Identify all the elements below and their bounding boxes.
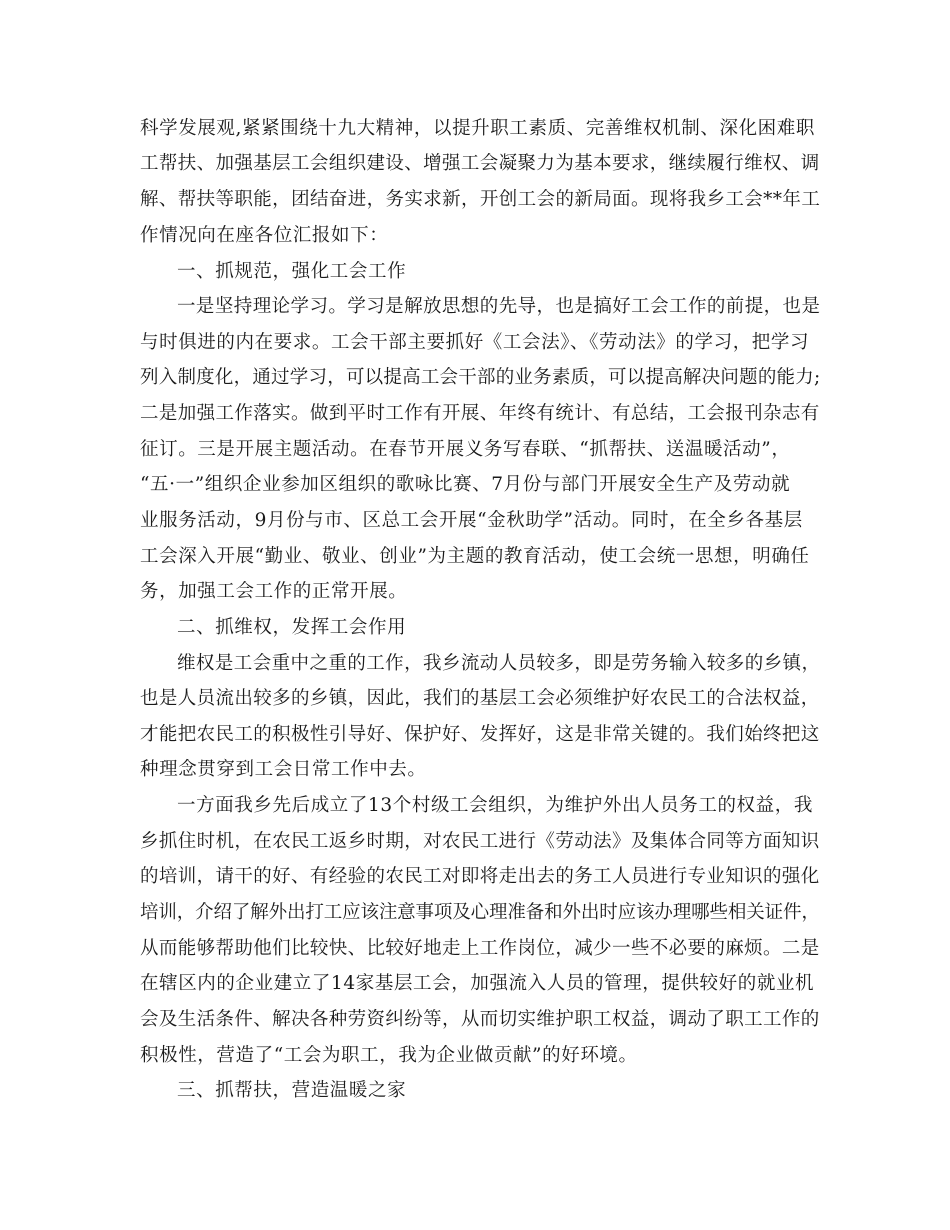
body-text-line: 解、帮扶等职能，团结奋进，务实求新，开创工会的新局面。现将我乡工会**年工 [140,189,821,210]
body-text-line: 作情况向在座各位汇报如下： [140,225,389,246]
body-text-line: “五·一”组织企业参加区组织的歌咏比赛、7月份与部门开展安全生产及劳动就 [140,474,791,495]
section-heading: 二、抓维权，发挥工会作用 [177,617,407,638]
body-text-line: 的培训，请干的好、有经验的农民工对即将走出去的务工人员进行专业知识的强化 [140,866,820,887]
body-text-line: 种理念贯穿到工会日常工作中去。 [140,759,427,780]
body-text-line: 才能把农民工的积极性引导好、保护好、发挥好，这是非常关键的。我们始终把这 [140,724,820,745]
body-text-line: 与时俱进的内在要求。工会干部主要抓好《工会法》、《劳动法》的学习，把学习 [140,332,810,353]
body-text-line: 工帮扶、加强基层工会组织建设、增强工会凝聚力为基本要求，继续履行维权、调 [140,153,820,174]
body-text-line: 从而能够帮助他们比较快、比较好地走上工作岗位，减少一些不必要的麻烦。二是 [140,938,820,959]
body-text-line: 会及生活条件、解决各种劳资纠纷等，从而切实维护职工权益，调动了职工工作的 [140,1009,820,1030]
body-text-line: 乡抓住时机，在农民工返乡时期，对农民工进行《劳动法》及集体合同等方面知识 [140,831,820,852]
body-text-line: 积极性，营造了“工会为职工，我为企业做贡献”的好环境。 [140,1045,638,1066]
body-text-line: 工会深入开展“勤业、敬业、创业”为主题的教育活动，使工会统一思想，明确任 [140,546,810,567]
body-text-line: 科学发展观,紧紧围绕十九大精神，以提升职工素质、完善维权机制、深化困难职 [140,118,815,139]
body-text-line: 一是坚持理论学习。学习是解放思想的先导，也是搞好工会工作的前提，也是 [177,296,821,317]
body-text-line: 在辖区内的企业建立了14家基层工会，加强流入人员的管理，提供较好的就业机 [140,973,815,994]
body-text-line: 二是加强工作落实。做到平时工作有开展、年终有统计、有总结，工会报刊杂志有 [140,403,820,424]
body-text-line: 务，加强工会工作的正常开展。 [140,581,408,602]
body-text-line: 维权是工会重中之重的工作，我乡流动人员较多，即是劳务输入较多的乡镇， [177,653,821,674]
section-heading: 三、抓帮扶，营造温暖之家 [177,1080,407,1101]
section-heading: 一、抓规范，强化工会工作 [177,261,407,282]
body-text-line: 征订。三是开展主题活动。在春节开展义务写春联、“抓帮扶、送温暖活动”， [140,439,791,460]
body-text-line: 培训，介绍了解外出打工应该注意事项及心理准备和外出时应该办理哪些相关证件， [140,902,820,923]
body-text-line: 业服务活动，9月份与市、区总工会开展“金秋助学”活动。同时，在全乡各基层 [140,510,803,531]
body-text-line: 一方面我乡先后成立了13个村级工会组织，为维护外出人员务工的权益，我 [177,795,813,816]
body-text-line: 也是人员流出较多的乡镇，因此，我们的基层工会必须维护好农民工的合法权益， [140,688,820,709]
body-text-line: 列入制度化，通过学习，可以提高工会干部的业务素质，可以提高解决问题的能力; [140,367,821,388]
